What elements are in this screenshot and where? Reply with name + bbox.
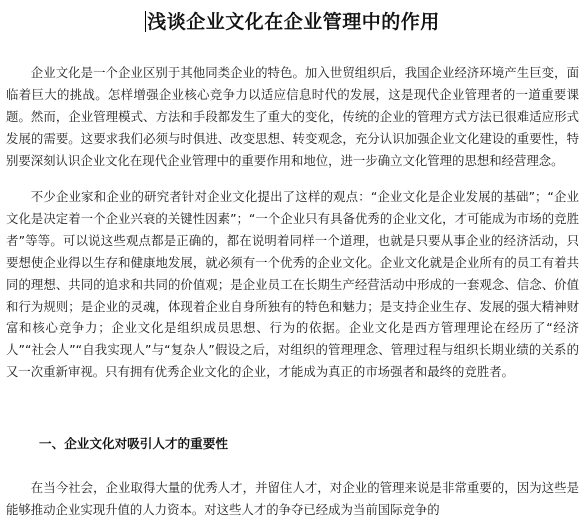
paragraph-1: 企业文化是一个企业区别于其他同类企业的特色。加入世贸组织后，我国企业经济环境产生巨变，面临着巨大的挑战。怎样增强企业核心竞争力以适应信息时代的发展，这是现代企业管理者的一道重要课题。然而，企业管理模式、方法和手段都发生了重大的变化，传统的企业的管理方式方法已很难适应形式发展的需要。这要求我们必须与时俱进、改变思想、转变观念，充分认识加强企业文化建设的重要性，特别要深刻认识企业文化在现代企业管理中的重要作用和地位，进一步确立文化管理的思想和经营理念。 <box>6 65 579 168</box>
document-title-line <box>0 7 585 34</box>
section-heading: 一、企业文化对吸引人才的重要性 <box>39 436 228 451</box>
document-title: 浅谈企业文化在企业管理中的作用 <box>147 11 440 33</box>
paragraph-3: 在当今社会，企业取得大量的优秀人才，并留住人才，对企业的管理来说是非常重要的，因为这些是能够推动企业实现升值的人力资本。对这些人才的争夺已经成为当前国际竞争的 <box>6 480 579 517</box>
paragraph-2: 不少企业家和企业的研究者针对企业文化提出了这样的观点：“企业文化是企业发展的基础”；“企业文化是决定着一个企业兴衰的关键性因素”；“一个企业只有具备优秀的企业文化，才可能成为市场的竞胜者”等等。可以说这些观点都是正确的，都在说明着同样一个道理，也就是只要从事企业的经济活动，只要想使企业得以生存和健康地发展，就必须有一个优秀的企业文化。企业文化就是企业所有的员工有着共同的理想、共同的追求和共同的价值观；是企业员工在长期生产经营活动中形成的一套观念、信念、价值和行为规则；是企业的灵魂，体现着企业自身所独有的特色和魅力；是支持企业生存、发展的强大精神财富和核心竞争力；企业文化是组织成员思想、行为的依据。企业文化是西方管理理论在经历了“经济人”“社会人”“自我实现人”与“复杂人”假设之后，对组织的管理理念、管理过程与组织长期业绩的关系的又一次重新审视。只有拥有优秀企业文化的企业，才能成为真正的市场强者和最终的竞胜者。 <box>6 189 579 380</box>
paragraph-3-block <box>6 477 579 521</box>
paragraph-2-block <box>6 186 579 383</box>
paragraph-1-block <box>6 62 579 172</box>
